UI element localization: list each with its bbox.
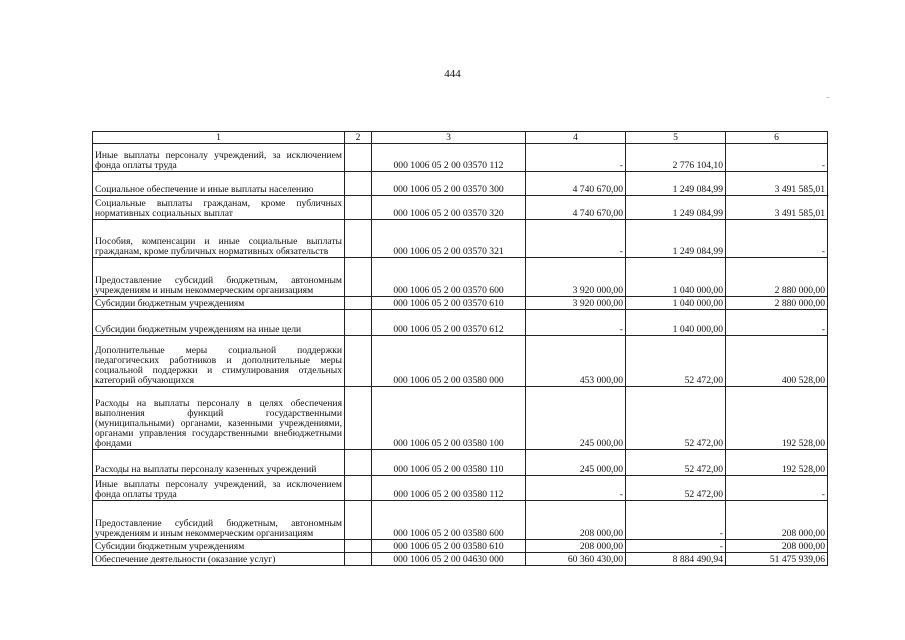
table-row	[93, 310, 828, 336]
row-col4: -	[526, 144, 626, 172]
row-col6: 3 491 585,01	[726, 196, 828, 220]
row-code: 000 1006 05 2 00 03580 610	[372, 540, 526, 553]
row-col2	[345, 540, 372, 553]
row-col4: 208 000,00	[526, 501, 626, 540]
table-row	[93, 258, 828, 297]
row-col4: 245 000,00	[526, 387, 626, 450]
row-name: Предоставление субсидий бюджетным, автономным учреждениям и иным некоммерческим организациям	[93, 501, 345, 540]
row-col6: 2 880 000,00	[726, 297, 828, 310]
row-col4: -	[526, 310, 626, 336]
row-code: 000 1006 05 2 00 03570 321	[372, 220, 526, 258]
row-col5: 52 472,00	[626, 450, 726, 476]
row-col5: 1 040 000,00	[626, 258, 726, 297]
row-col4: 60 360 430,00	[526, 553, 626, 566]
row-col2	[345, 553, 372, 566]
row-name: Субсидии бюджетным учреждениям	[93, 540, 345, 553]
row-name: Дополнительные меры социальной поддержки педагогических работников и дополнительные меры социальной поддержки и стимулирования отдельных категорий обучающихся	[93, 336, 345, 387]
table-row	[93, 196, 828, 220]
row-col2	[345, 220, 372, 258]
row-col5: 1 249 084,99	[626, 172, 726, 196]
column-header: 3	[372, 132, 526, 144]
row-col5: 2 776 104,10	[626, 144, 726, 172]
row-col4: 4 740 670,00	[526, 196, 626, 220]
row-col6: 208 000,00	[726, 501, 828, 540]
page-number: 444	[444, 68, 461, 80]
row-col6: 400 528,00	[726, 336, 828, 387]
column-header: 4	[526, 132, 626, 144]
table-row	[93, 501, 828, 540]
row-col2	[345, 336, 372, 387]
row-col5: 52 472,00	[626, 476, 726, 501]
row-code: 000 1006 05 2 00 03580 112	[372, 476, 526, 501]
table-row	[93, 144, 828, 172]
row-name: Предоставление субсидий бюджетным, автономным учреждениям и иным некоммерческим организациям	[93, 258, 345, 297]
column-header: 6	[726, 132, 828, 144]
row-col4: 245 000,00	[526, 450, 626, 476]
row-col5: 1 249 084,99	[626, 196, 726, 220]
row-code: 000 1006 05 2 00 03570 612	[372, 310, 526, 336]
row-code: 000 1006 05 2 00 03580 600	[372, 501, 526, 540]
row-code: 000 1006 05 2 00 03570 300	[372, 172, 526, 196]
margin-mark: -	[826, 92, 830, 103]
table-row	[93, 172, 828, 196]
row-col5: 1 040 000,00	[626, 310, 726, 336]
row-name: Пособия, компенсации и иные социальные выплаты гражданам, кроме публичных нормативных обязательств	[93, 220, 345, 258]
row-col5: -	[626, 540, 726, 553]
column-header: 5	[626, 132, 726, 144]
table-header-row	[93, 132, 828, 144]
row-col6: -	[726, 476, 828, 501]
row-col4: 4 740 670,00	[526, 172, 626, 196]
margin-mark: -	[826, 190, 830, 201]
table-row	[93, 476, 828, 501]
row-col2	[345, 172, 372, 196]
row-col2	[345, 144, 372, 172]
row-col4: -	[526, 476, 626, 501]
row-col6: 2 880 000,00	[726, 258, 828, 297]
row-col5: 1 249 084,99	[626, 220, 726, 258]
row-col6: -	[726, 144, 828, 172]
row-col6: 51 475 939,06	[726, 553, 828, 566]
row-col5: 52 472,00	[626, 387, 726, 450]
row-col6: 192 528,00	[726, 387, 828, 450]
row-col5: 8 884 490,94	[626, 553, 726, 566]
table-row	[93, 220, 828, 258]
row-col2	[345, 387, 372, 450]
row-col6: -	[726, 310, 828, 336]
row-name: Социальные выплаты гражданам, кроме публичных нормативных социальных выплат	[93, 196, 345, 220]
row-col4: 3 920 000,00	[526, 297, 626, 310]
row-name: Субсидии бюджетным учреждениям	[93, 297, 345, 310]
row-code: 000 1006 05 2 00 03570 112	[372, 144, 526, 172]
row-name: Расходы на выплаты персоналу в целях обеспечения выполнения функций государственными (муниципальными) органами, казенными учреждениями, органами управления государственными внебюджетными фондами	[93, 387, 345, 450]
row-code: 000 1006 05 2 00 03580 000	[372, 336, 526, 387]
row-col5: -	[626, 501, 726, 540]
row-code: 000 1006 05 2 00 03580 110	[372, 450, 526, 476]
row-col6: 208 000,00	[726, 540, 828, 553]
table-row	[93, 450, 828, 476]
row-name: Иные выплаты персоналу учреждений, за исключением фонда оплаты труда	[93, 144, 345, 172]
row-code: 000 1006 05 2 00 03570 600	[372, 258, 526, 297]
row-code: 000 1006 05 2 00 04630 000	[372, 553, 526, 566]
row-col4: -	[526, 220, 626, 258]
column-header: 1	[93, 132, 345, 144]
row-col4: 208 000,00	[526, 540, 626, 553]
table-row	[93, 553, 828, 566]
row-col2	[345, 450, 372, 476]
row-col6: 192 528,00	[726, 450, 828, 476]
row-col4: 3 920 000,00	[526, 258, 626, 297]
row-col2	[345, 476, 372, 501]
row-name: Расходы на выплаты персоналу казенных учреждений	[93, 450, 345, 476]
row-col2	[345, 310, 372, 336]
row-col6: 3 491 585,01	[726, 172, 828, 196]
table-row	[93, 540, 828, 553]
row-col5: 1 040 000,00	[626, 297, 726, 310]
budget-table	[92, 131, 828, 566]
row-col6: -	[726, 220, 828, 258]
row-col2	[345, 258, 372, 297]
row-code: 000 1006 05 2 00 03580 100	[372, 387, 526, 450]
row-name: Субсидии бюджетным учреждениям на иные цели	[93, 310, 345, 336]
row-code: 000 1006 05 2 00 03570 610	[372, 297, 526, 310]
row-name: Иные выплаты персоналу учреждений, за исключением фонда оплаты труда	[93, 476, 345, 501]
row-col2	[345, 196, 372, 220]
table-row	[93, 297, 828, 310]
table-row	[93, 336, 828, 387]
row-col4: 453 000,00	[526, 336, 626, 387]
row-name: Социальное обеспечение и иные выплаты населению	[93, 172, 345, 196]
row-col5: 52 472,00	[626, 336, 726, 387]
row-col2	[345, 501, 372, 540]
column-header: 2	[345, 132, 372, 144]
row-name: Обеспечение деятельности (оказание услуг)	[93, 553, 345, 566]
table-row	[93, 387, 828, 450]
row-col2	[345, 297, 372, 310]
row-code: 000 1006 05 2 00 03570 320	[372, 196, 526, 220]
